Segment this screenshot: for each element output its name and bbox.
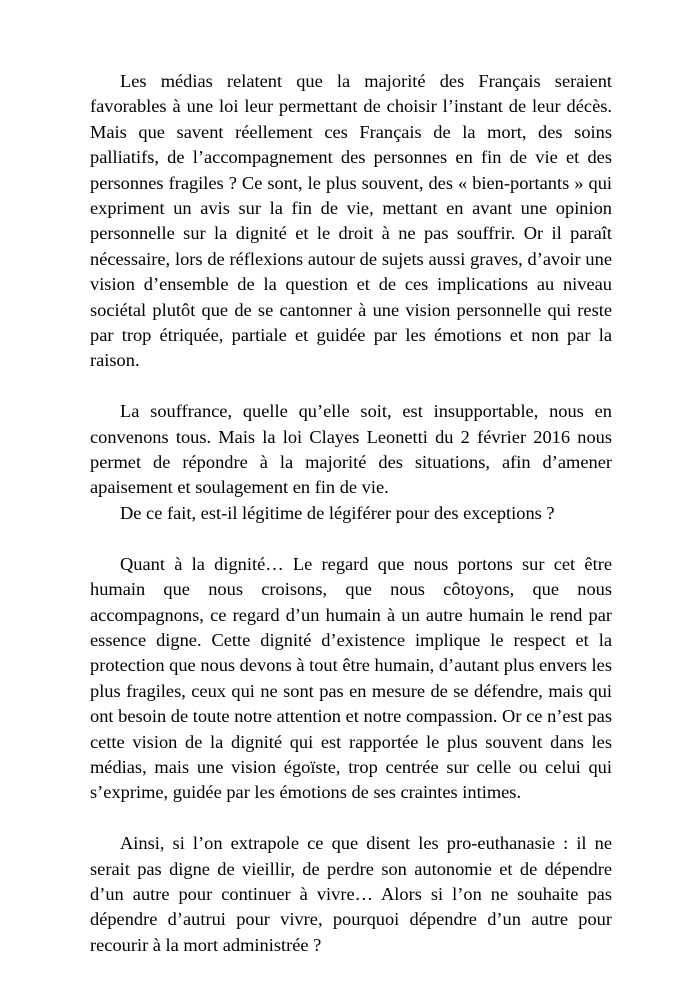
paragraph-exceptions-question: De ce fait, est-il légitime de légiférer pour des exceptions ? — [120, 502, 555, 523]
paragraph-public-opinion: Les médias relatent que la majorité des Français seraient favorables à une loi leur permettant de choisir l’instant de leur décès. Mais que savent réellement ces Français de la mort, des soins palliatifs, de l’accompagnement des personnes en fin de vie et des personnes fragiles ? Ce sont, le plus souvent, des « bien-portants » qui expriment un avis sur la fin de vie, mettant en avant une opinion personnelle sur la dignité et le droit à ne pas souffrir. Or il paraît nécessaire, lors de réflexions autour de sujets aussi graves, d’avoir une vision d’ensemble de la question et de ces implications au niveau sociétal plutôt que de se cantonner à une vision personnelle qui reste par trop étriquée, partiale et guidée par les émotions et non par la raison. — [90, 71, 612, 371]
document-body — [90, 69, 612, 958]
paragraph-pro-euthanasia: Ainsi, si l’on extrapole ce que disent les pro-euthanasie : il ne serait pas digne de vieillir, de perdre son autonomie et de dépendre d’un autre pour continuer à vivre… Alors si l’on ne souhaite pas dépendre d’autrui pour vivre, pourquoi dépendre d’un autre pour recourir à la mort administrée ? — [90, 833, 612, 955]
paragraph-suffering-law: La souffrance, quelle qu’elle soit, est insupportable, nous en convenons tous. Mais la loi Clayes Leonetti du 2 février 2016 nous permet de répondre à la majorité des situations, afin d’amener apaisement et soulagement en fin de vie. — [90, 401, 612, 498]
paragraph-dignity: Quant à la dignité… Le regard que nous portons sur cet être humain que nous croisons, que nous côtoyons, que nous accompagnons, ce regard d’un humain à un autre humain le rend par essence digne. Cette dignité d’existence implique le respect et la protection que nous devons à tout être humain, d’autant plus envers les plus fragiles, ceux qui ne sont pas en mesure de se défendre, mais qui ont besoin de toute notre attention et notre compassion. Or ce n’est pas cette vision de la dignité qui est rapportée le plus souvent dans les médias, mais une vision égoïste, trop centrée sur celle ou celui qui s’exprime, guidée par les émotions de ses craintes intimes. — [90, 553, 612, 803]
